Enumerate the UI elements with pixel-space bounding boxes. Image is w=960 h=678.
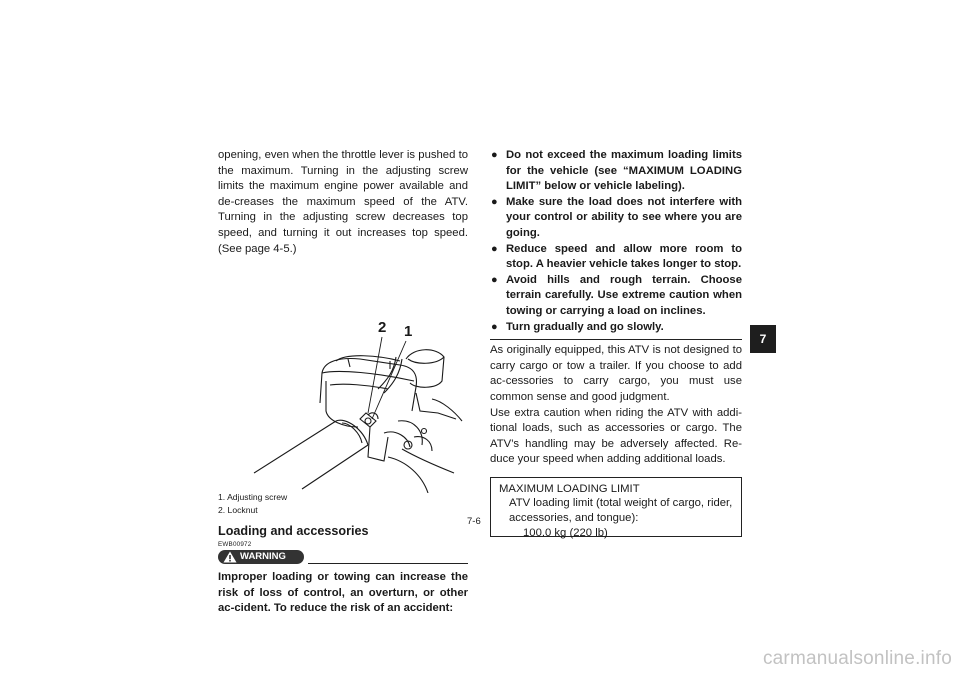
list-item: ● Do not exceed the maximum loading limits for the vehicle (see “MAXIMUM LOADING LIMIT” below or vehicle labeling). <box>491 149 742 193</box>
list-item: ● Reduce speed and allow more room to stop. A heavier vehicle takes longer to stop. <box>491 242 742 271</box>
warning-rule <box>308 563 468 564</box>
warning-bullets <box>490 148 742 335</box>
caution-paragraph: Use extra caution when riding the ATV with addi-tional loads, such as accessories or cargo. The ATV’s handling may be adversely affected. Re-duce your speed when adding additional loads. <box>490 406 742 466</box>
loading-limit-value: 100.0 kg (220 lb) <box>523 526 608 539</box>
callout-1: 1 <box>404 323 413 341</box>
intro-paragraph: opening, even when the throttle lever is pushed to the maximum. Turning in the adjusting screw limits the maximum engine power available and de-creases the maximum speed of the ATV. Turning in the adjusting screw decreases top speed, and turning it out increases top speed. (See page 4-5.) <box>218 149 468 255</box>
list-item: ● Turn gradually and go slowly. <box>490 320 742 336</box>
cargo-paragraph: As originally equipped, this ATV is not designed to carry cargo or tow a trailer. If you choose to add ac-cessories to carry cargo, you must use common sense and good judgment. <box>490 344 742 403</box>
warning-triangle-icon <box>223 551 237 563</box>
loading-limit-box <box>490 477 742 537</box>
warning-badge <box>218 550 304 564</box>
warning-label: WARNING <box>240 551 286 563</box>
bullet-icon: ● <box>491 195 498 208</box>
callout-2: 2 <box>378 319 387 337</box>
page-number: 7-6 <box>467 516 481 527</box>
figure-captions <box>218 491 468 516</box>
right-column <box>490 148 742 537</box>
caption-adjusting-screw: 1. Adjusting screw <box>218 492 288 503</box>
list-item: ● Make sure the load does not interfere with your control or ability to see where you are going. <box>491 195 742 239</box>
loading-limit-description: ATV loading limit (total weight of cargo, rider, accessories, and tongue): <box>509 497 733 525</box>
caption-locknut: 2. Locknut <box>218 504 258 515</box>
left-column <box>218 148 468 617</box>
bullet-icon: ● <box>491 242 498 255</box>
warning-code: EWB00972 <box>218 541 252 549</box>
loading-limit-title: MAXIMUM LOADING LIMIT <box>499 482 640 495</box>
bullet-icon: ● <box>491 149 498 161</box>
warning-header <box>218 550 468 566</box>
watermark: carmanualsonline.info <box>762 648 952 669</box>
section-title: Loading and accessories <box>218 524 369 539</box>
bullet-icon: ● <box>491 273 498 286</box>
throttle-figure <box>218 261 468 493</box>
bullet-icon: ● <box>491 320 498 333</box>
list-item: ● Avoid hills and rough terrain. Choose terrain carefully. Use extreme caution when towing or carrying a load on inclines. <box>491 273 742 317</box>
warning-end-rule <box>490 339 742 340</box>
throttle-illustration <box>218 261 468 493</box>
warning-text: Improper loading or towing can increase the risk of loss of control, an overturn, or other ac-cident. To reduce the risk of an accident: <box>218 571 468 615</box>
chapter-tab: 7 <box>750 325 776 353</box>
